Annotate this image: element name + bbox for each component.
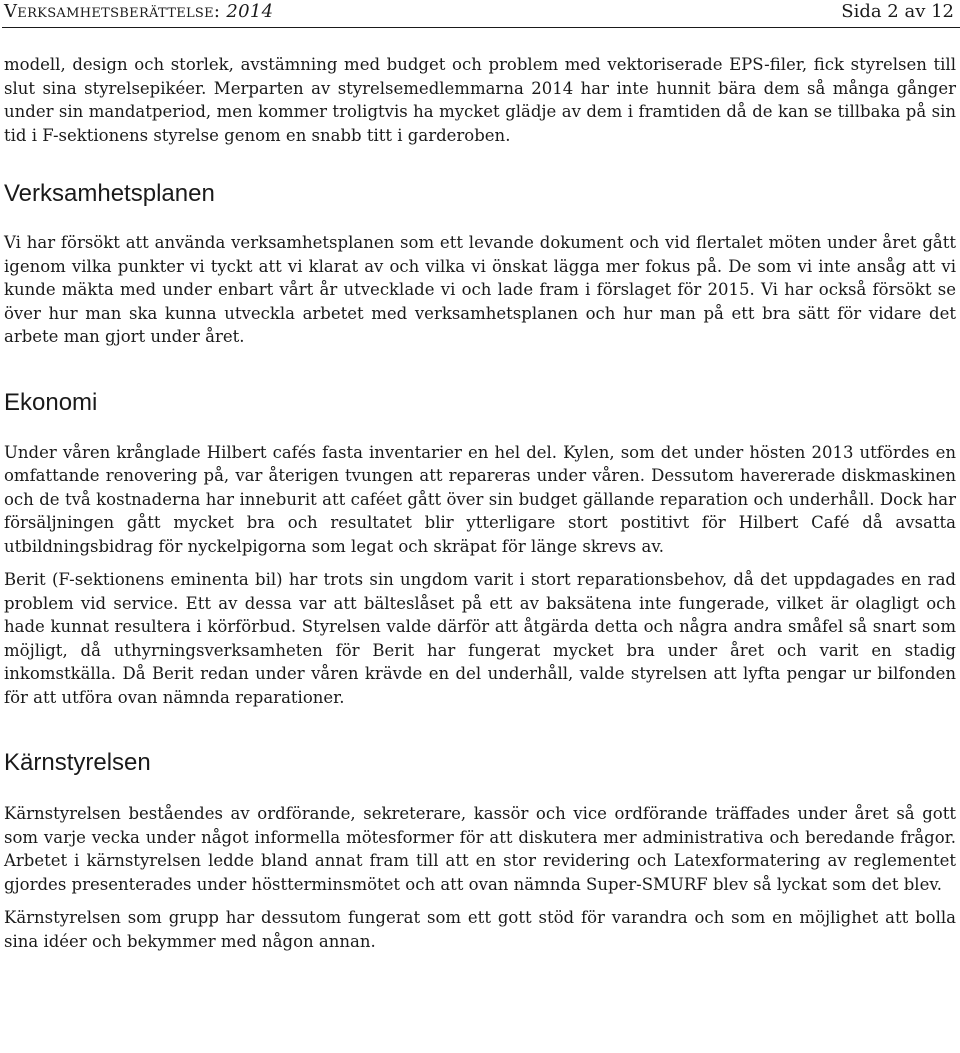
document-title-text: Verksamhetsberättelse: xyxy=(4,1,221,22)
document-title-year: 2014 xyxy=(226,1,274,22)
document-title xyxy=(4,0,273,24)
section-heading-karnstyrelsen: Kärnstyrelsen xyxy=(4,749,151,776)
page-body xyxy=(4,53,956,953)
running-header xyxy=(4,0,954,26)
ekonomi-paragraph-2: Berit (F-sektionens eminenta bil) har trots sin ungdom varit i stort reparationsbehov, då det uppdagades en rad problem vid service. Ett av dessa var att bälteslåset på ett av baksätena inte fungerade, vilket är olagligt och hade kunnat resultera i körförbud. Styrelsen valde därför att åtgärda detta och några andra småfel så snart som möjligt, då uthyrningsverksamheten för Berit har fungerat mycket bra under året och varit en stadig inkomstkälla. Då Berit redan under våren krävde en del underhåll, valde styrelsen att lyfta pengar ur bilfonden för att utföra ovan nämnda reparationer. xyxy=(4,570,956,707)
karnstyrelsen-paragraph-1: Kärnstyrelsen beståendes av ordförande, sekreterare, kassör och vice ordförande träffades under året så gott som varje vecka under något informella mötesformer för att diskutera mer administrativa och beredande frågor. Arbetet i kärnstyrelsen ledde bland annat fram till att en stor revidering och Latexformatering av reglementet gjordes presenterades under höstterminsmötet och att ovan nämnda Super-SMURF blev så lyckat som det blev. xyxy=(4,804,956,894)
section-heading-verksamhetsplanen: Verksamhetsplanen xyxy=(4,180,215,207)
section-heading-ekonomi: Ekonomi xyxy=(4,388,98,416)
page-number: Sida 2 av 12 xyxy=(841,1,954,22)
karnstyrelsen-paragraph-2: Kärnstyrelsen som grupp har dessutom fungerat som ett gott stöd för varandra och som en möjlighet att bolla sina idéer och bekymmer med någon annan. xyxy=(4,908,956,951)
ekonomi-paragraph-1: Under våren krånglade Hilbert cafés fasta inventarier en hel del. Kylen, som det under hösten 2013 utfördes en omfattande renovering på, var återigen tvungen att repareras under våren. Dessutom havererade diskmaskinen och de två kostnaderna har inneburit att caféet gått över sin budget gällande reparation och underhåll. Dock har försäljningen gått mycket bra och resultatet blir ytterligare stort postitivt för Hilbert Café då avsatta utbildningsbidrag för nyckelpigorna som legat och skräpat för länge skrevs av. xyxy=(4,442,956,556)
header-rule xyxy=(2,27,960,28)
intro-paragraph: modell, design och storlek, avstämning med budget och problem med vektoriserade EPS-filer, fick styrelsen till slut sina styrelsepikéer. Merparten av styrelsemedlemmarna 2014 har inte hunnit bära dem så många gånger under sin mandatperiod, men kommer troligtvis ha mycket glädje av dem i framtiden då de kan se tillbaka på sin tid i F-sektionens styrelse genom en snabb titt i garderoben. xyxy=(4,55,956,145)
verksamhetsplanen-paragraph: Vi har försökt att använda verksamhetsplanen som ett levande dokument och vid flertalet möten under året gått igenom vilka punkter vi tyckt att vi klarat av och vilka vi önskat lägga mer fokus på. De som vi inte ansåg att vi kunde mäkta med under enbart vårt år utvecklade vi och lade fram i förslaget för 2015. Vi har också försökt se över hur man ska kunna utveckla arbetet med verksamhetsplanen och hur man på ett bra sätt för vidare det arbete man gjort under året. xyxy=(4,233,956,346)
